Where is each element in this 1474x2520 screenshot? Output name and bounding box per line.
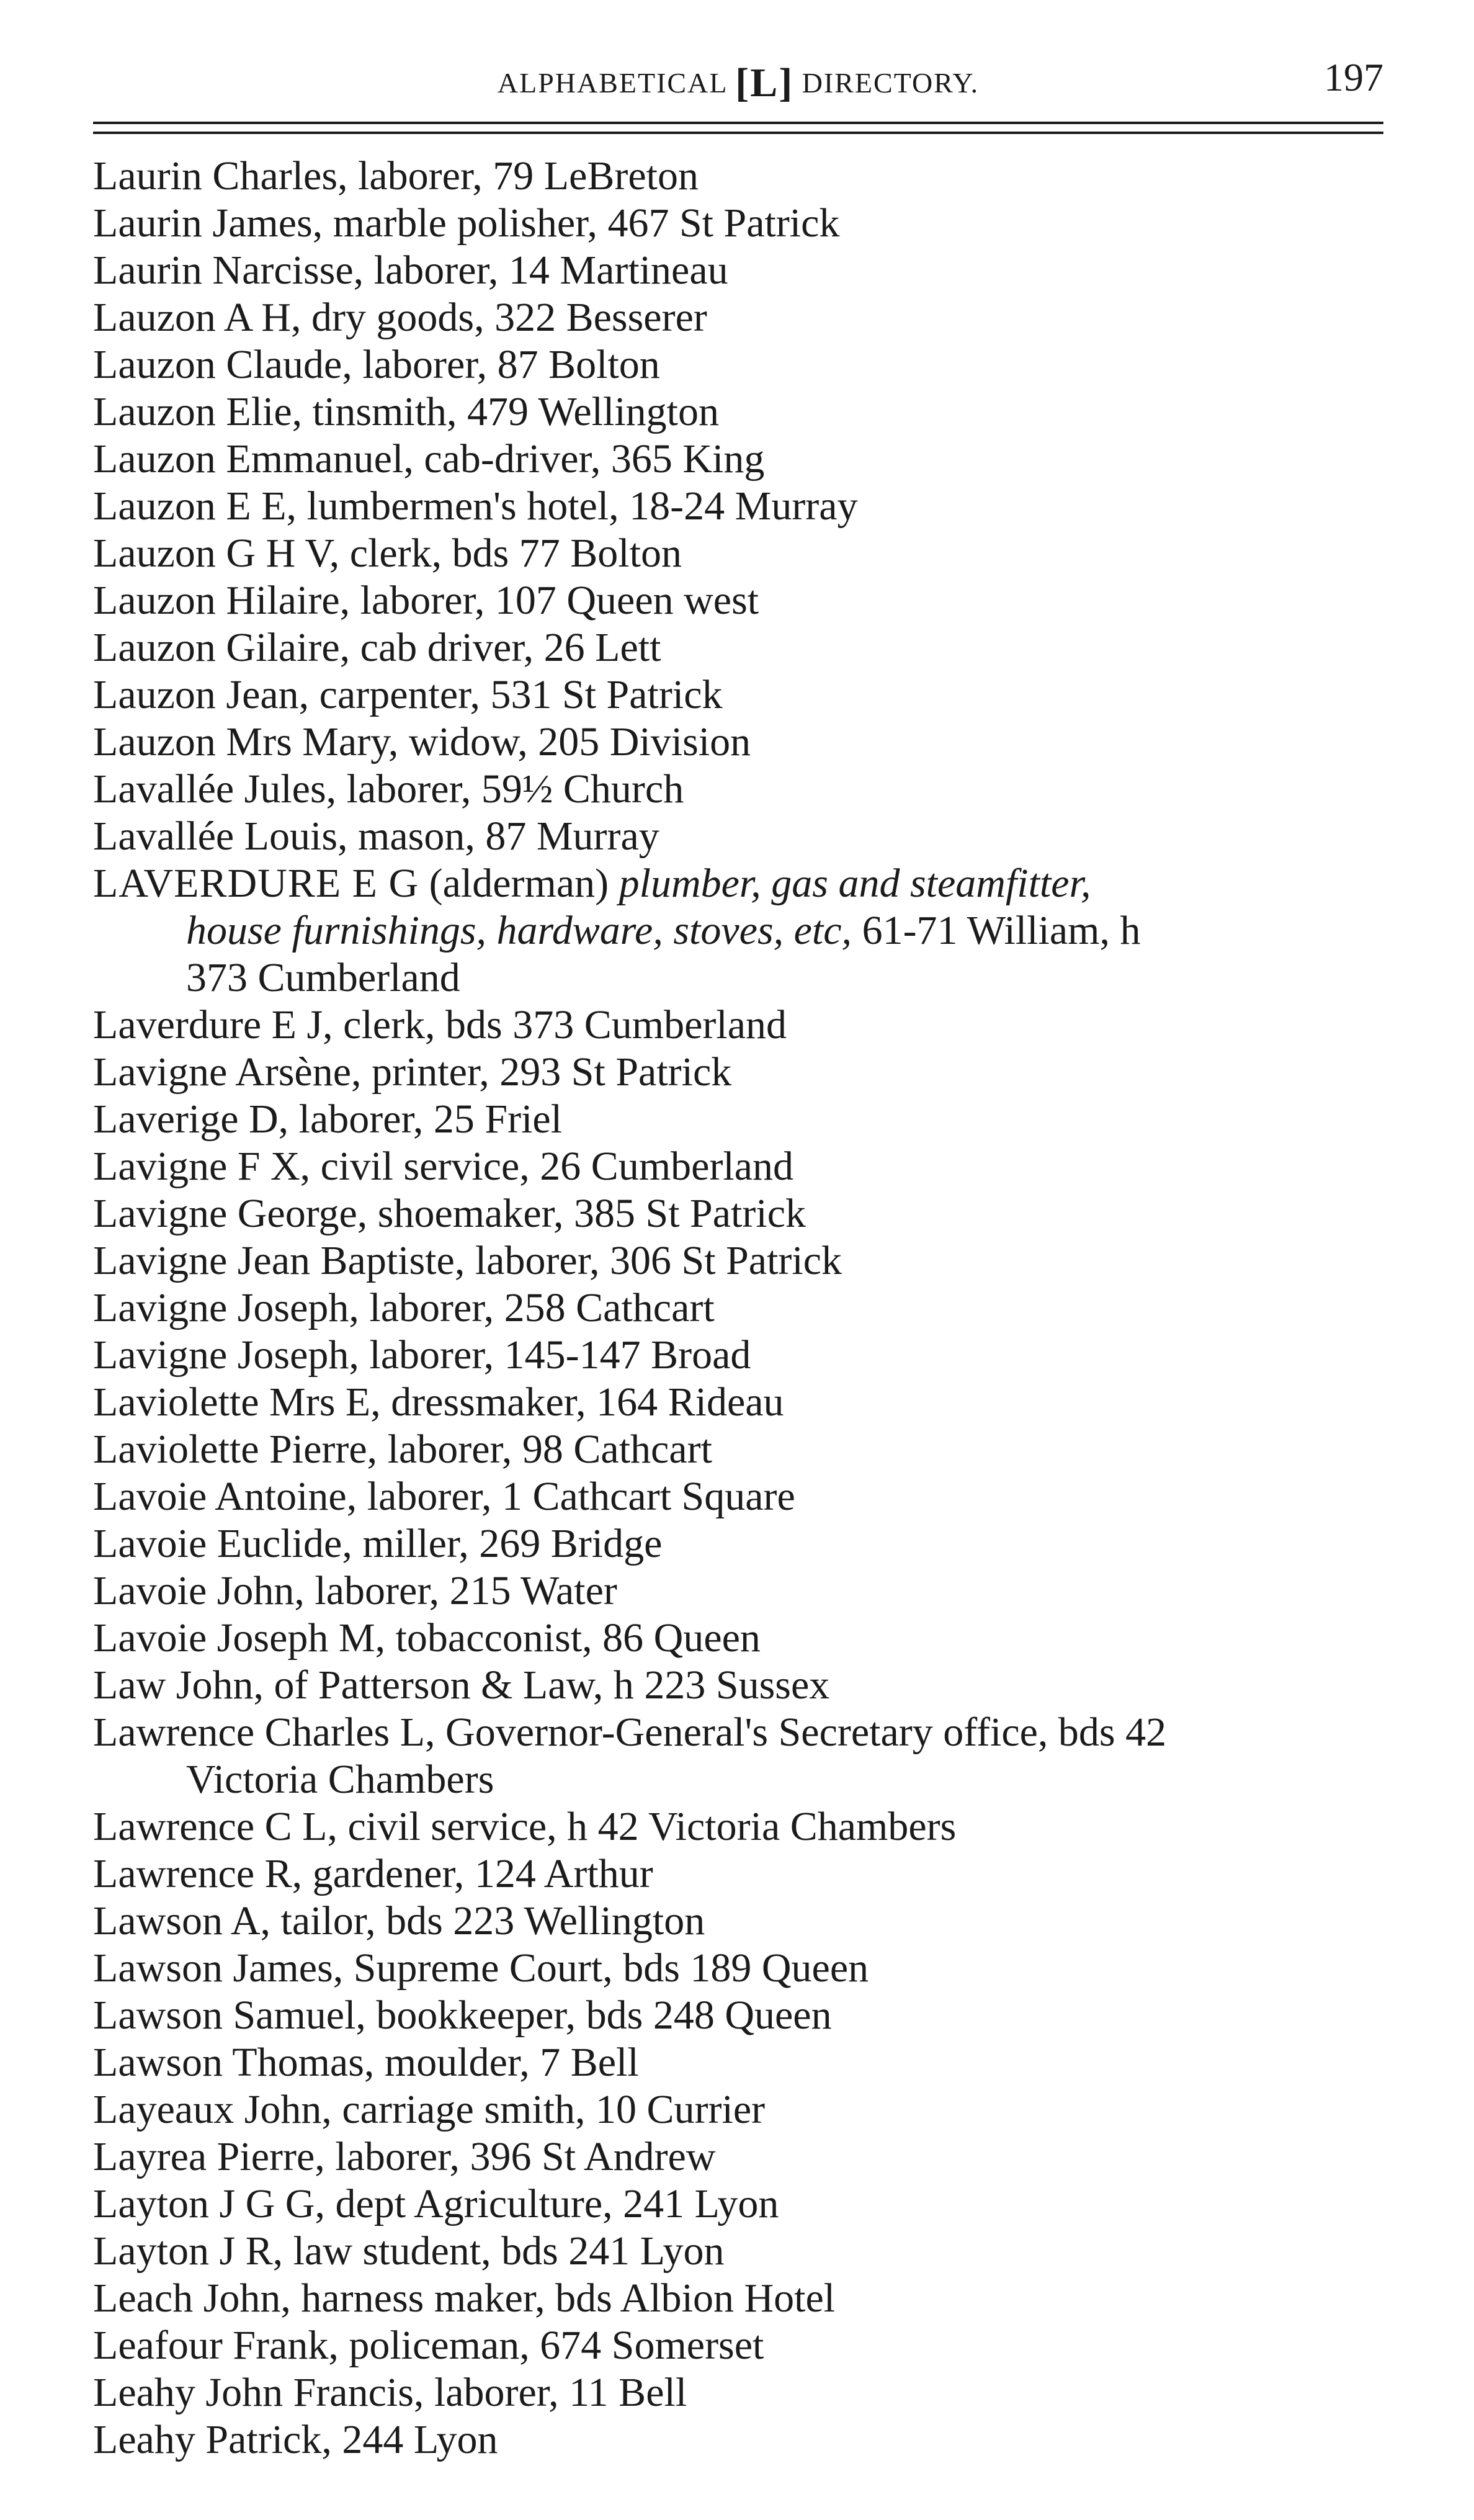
directory-entry: Lawson James, Supreme Court, bds 189 Queen	[93, 1945, 869, 1991]
directory-entry: Lauzon Gilaire, cab driver, 26 Lett	[93, 625, 661, 670]
running-title	[93, 60, 1383, 107]
directory-entry: Lavigne F X, civil service, 26 Cumberland	[93, 1144, 794, 1189]
laverdure-trade-2: house furnishings, hardware, stoves, etc,	[186, 908, 852, 953]
running-title-right: DIRECTORY.	[802, 67, 980, 99]
directory-entry: Layton J R, law student, bds 241 Lyon	[93, 2228, 725, 2274]
directory-entry: Lawson Samuel, bookkeeper, bds 248 Queen	[93, 1993, 832, 2038]
directory-entry: Lavoie Joseph M, tobacconist, 86 Queen	[93, 1615, 761, 1661]
directory-entry: Lavigne Joseph, laborer, 258 Cathcart	[93, 1285, 715, 1330]
directory-entry: Layton J G G, dept Agriculture, 241 Lyon	[93, 2181, 779, 2226]
directory-entry: Lavoie Euclide, miller, 269 Bridge	[93, 1521, 663, 1566]
running-title-letter: [L]	[735, 60, 794, 105]
directory-entry: Laurin James, marble polisher, 467 St Patrick	[93, 200, 840, 246]
directory-entry: Lawson A, tailor, bds 223 Wellington	[93, 1898, 705, 1944]
directory-entry: Lauzon Claude, laborer, 87 Bolton	[93, 342, 660, 387]
directory-entry: Leahy John Francis, laborer, 11 Bell	[93, 2370, 687, 2415]
directory-entry-laverdure	[93, 860, 1383, 907]
laverdure-role: (alderman)	[419, 861, 619, 906]
directory-entry: Lauzon Emmanuel, cab-driver, 365 King	[93, 436, 765, 482]
directory-entry: Lauzon Hilaire, laborer, 107 Queen west	[93, 578, 759, 623]
directory-entry: Lawrence Charles L, Governor-General's Secretary office, bds 42	[93, 1710, 1167, 1755]
directory-entry: Layeaux John, carriage smith, 10 Currier	[93, 2087, 766, 2132]
page-header	[93, 55, 1383, 104]
laverdure-trade-1: plumber, gas and steamfitter,	[619, 861, 1091, 906]
directory-entry: Leahy Patrick, 244 Lyon	[93, 2417, 498, 2462]
directory-entry: Lavallée Louis, mason, 87 Murray	[93, 814, 659, 859]
header-rule-bottom	[93, 132, 1383, 134]
header-rule-top	[93, 122, 1383, 124]
directory-entry-continuation: Victoria Chambers	[186, 1757, 494, 1802]
directory-entry: Laverige D, laborer, 25 Friel	[93, 1096, 563, 1142]
directory-entry: Laverdure E J, clerk, bds 373 Cumberland	[93, 1002, 787, 1047]
directory-entry: Lawson Thomas, moulder, 7 Bell	[93, 2040, 639, 2085]
directory-entries	[93, 153, 1383, 2464]
directory-entry: Law John, of Patterson & Law, h 223 Sussex	[93, 1662, 830, 1708]
directory-entry: Lauzon Elie, tinsmith, 479 Wellington	[93, 389, 720, 434]
directory-entry: Lavallée Jules, laborer, 59½ Church	[93, 766, 684, 812]
directory-entry: Laviolette Pierre, laborer, 98 Cathcart	[93, 1427, 712, 1472]
directory-entry: Leach John, harness maker, bds Albion Hotel	[93, 2276, 836, 2321]
directory-entry: Lawrence R, gardener, 124 Arthur	[93, 1851, 653, 1896]
directory-entry: Lauzon E E, lumbermen's hotel, 18-24 Murray	[93, 483, 858, 529]
directory-entry: Lawrence C L, civil service, h 42 Victoria Chambers	[93, 1804, 957, 1849]
directory-entry: Layrea Pierre, laborer, 396 St Andrew	[93, 2134, 716, 2179]
directory-entry: Lauzon A H, dry goods, 322 Besserer	[93, 295, 707, 340]
directory-entry: Lavigne Arsène, printer, 293 St Patrick	[93, 1049, 732, 1095]
laverdure-name: LAVERDURE E G	[93, 861, 419, 906]
directory-entry: Lavigne Jean Baptiste, laborer, 306 St Patrick	[93, 1238, 842, 1283]
page-number: 197	[1324, 55, 1383, 99]
directory-entry: Lavoie Antoine, laborer, 1 Cathcart Square	[93, 1474, 795, 1519]
directory-entry: Lavigne Joseph, laborer, 145-147 Broad	[93, 1332, 751, 1378]
directory-entry: Lavoie John, laborer, 215 Water	[93, 1568, 617, 1613]
laverdure-address-1: 61-71 William, h	[852, 908, 1141, 953]
directory-entry: Lauzon Mrs Mary, widow, 205 Division	[93, 719, 751, 765]
directory-entry: Lauzon G H V, clerk, bds 77 Bolton	[93, 531, 682, 576]
running-title-left: ALPHABETICAL	[497, 67, 727, 99]
directory-entry: Lavigne George, shoemaker, 385 St Patrick	[93, 1191, 806, 1236]
directory-entry: Laurin Charles, laborer, 79 LeBreton	[93, 153, 699, 199]
directory-entry-continuation	[93, 907, 1383, 954]
directory-entry: Laurin Narcisse, laborer, 14 Martineau	[93, 248, 728, 293]
directory-entry: Lauzon Jean, carpenter, 531 St Patrick	[93, 672, 723, 717]
directory-entry-continuation: 373 Cumberland	[186, 955, 460, 1000]
directory-entry: Laviolette Mrs E, dressmaker, 164 Rideau	[93, 1379, 784, 1425]
directory-entry: Leafour Frank, policeman, 674 Somerset	[93, 2323, 764, 2368]
